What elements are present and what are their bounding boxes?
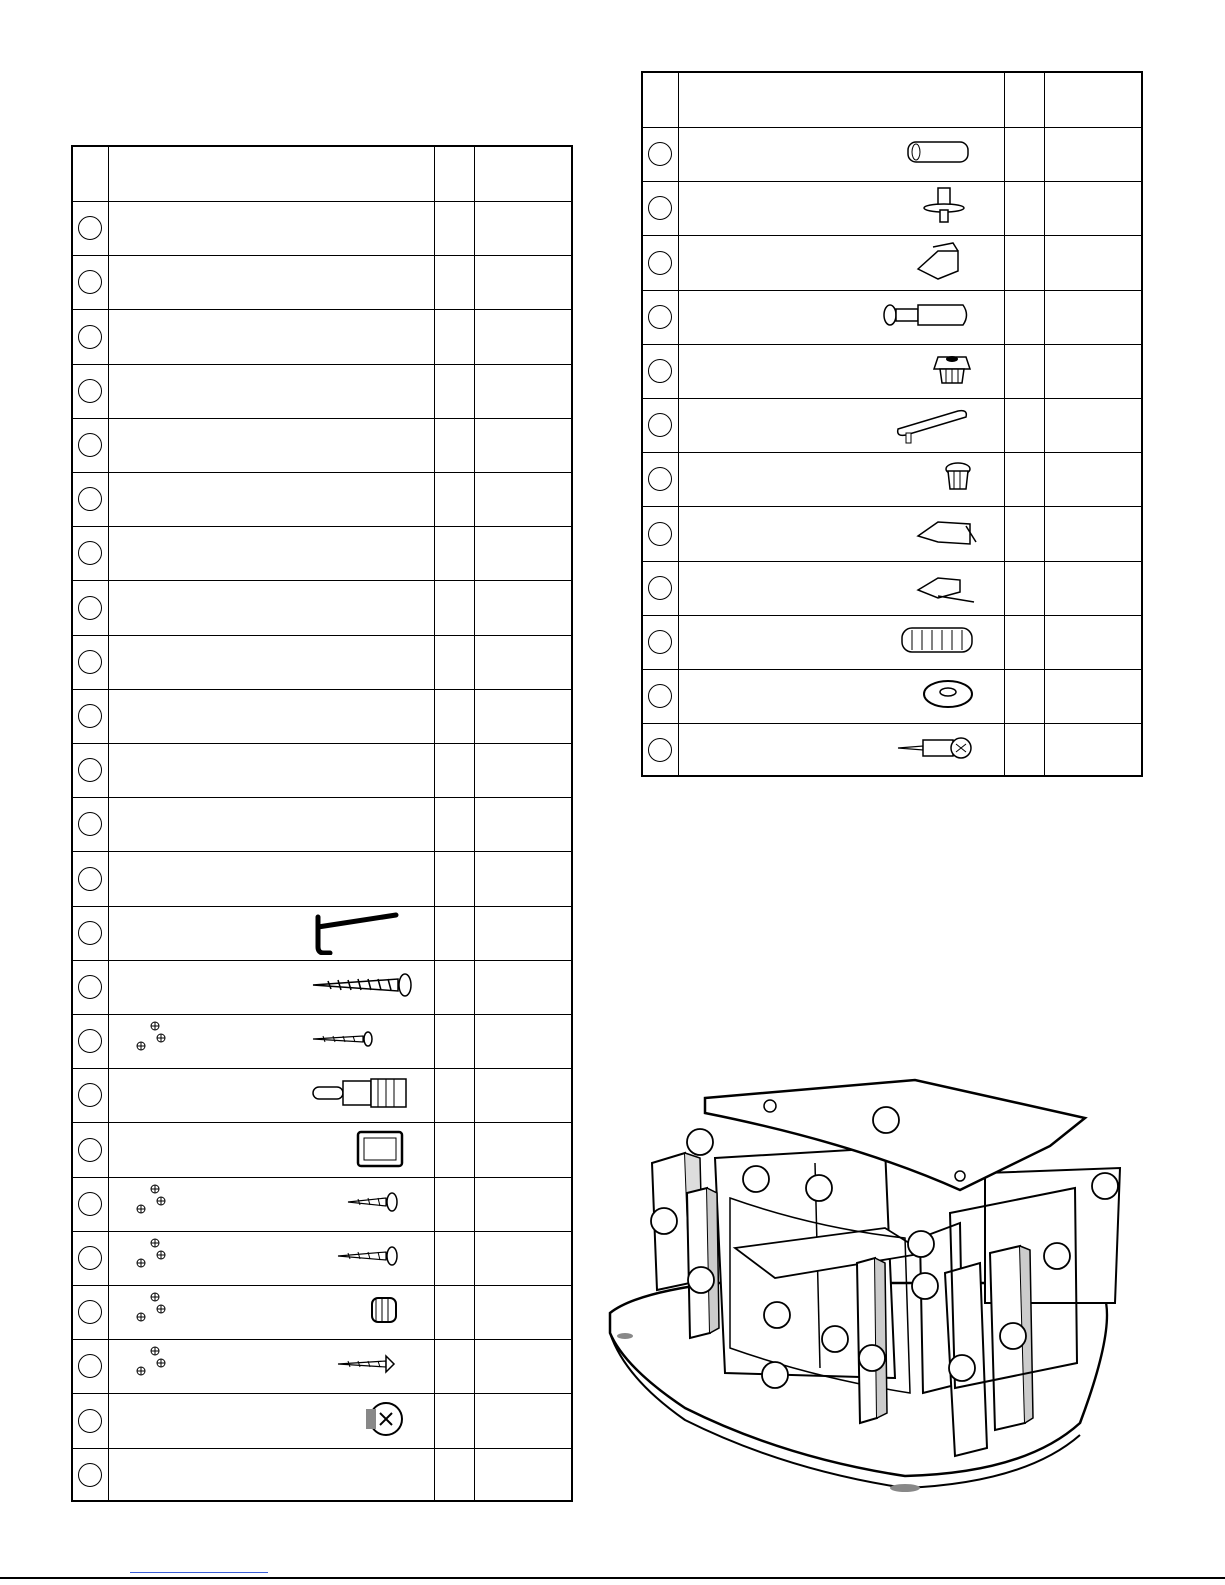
part-number-bubble (78, 433, 102, 457)
reference-marks-icon (133, 1290, 173, 1330)
part-number-bubble (78, 704, 102, 728)
cam-bolt-icon (308, 1073, 412, 1117)
wood-dowel-icon (878, 620, 982, 664)
bottom-rule (0, 1577, 1225, 1579)
part-number-bubble (78, 758, 102, 782)
short-screw-icon (308, 1182, 412, 1226)
part-number-bubble (78, 1246, 102, 1270)
part-number-bubble (648, 630, 672, 654)
glass-clip-icon (878, 566, 982, 610)
part-number-bubble (648, 738, 672, 762)
footer-link-underline (130, 1572, 268, 1573)
threaded-insert-icon (308, 1290, 412, 1334)
reference-marks-icon (133, 1344, 173, 1384)
part-number-bubble (78, 1138, 102, 1162)
hook-clip-icon (878, 512, 982, 556)
reference-marks-icon (133, 1236, 173, 1276)
flat-head-screw-icon (308, 1344, 412, 1388)
part-number-bubble (78, 325, 102, 349)
part-number-bubble (78, 1029, 102, 1053)
threaded-bolt-icon (878, 728, 982, 772)
part-number-bubble (78, 216, 102, 240)
plate-pin-icon (878, 403, 982, 447)
part-number-bubble (78, 867, 102, 891)
allen-key-icon (308, 911, 412, 955)
part-number-bubble (648, 305, 672, 329)
part-number-bubble (78, 379, 102, 403)
part-number-bubble (648, 684, 672, 708)
part-number-bubble (78, 812, 102, 836)
part-number-bubble (78, 1300, 102, 1324)
reference-marks-icon (133, 1019, 173, 1059)
medium-screw-icon (308, 1236, 412, 1280)
part-number-bubble (78, 541, 102, 565)
small-screw-icon (308, 1019, 412, 1063)
part-number-bubble (648, 196, 672, 220)
right-parts-table (641, 71, 1143, 777)
part-number-bubble (648, 467, 672, 491)
square-pad-icon (308, 1128, 412, 1172)
cam-lock-icon (308, 1399, 412, 1443)
glide-foot-icon (878, 349, 982, 393)
connector-bolt-icon (878, 295, 982, 339)
part-number-bubble (78, 1354, 102, 1378)
part-number-bubble (78, 1409, 102, 1433)
part-number-bubble (648, 576, 672, 600)
part-number-bubble (78, 975, 102, 999)
angle-bracket-icon (878, 241, 982, 285)
reference-marks-icon (133, 1182, 173, 1222)
dowel-tube-icon (878, 132, 982, 176)
long-wood-screw-icon (308, 965, 412, 1009)
part-number-bubble (78, 1192, 102, 1216)
shelf-pin-icon (878, 186, 982, 230)
part-number-bubble (648, 251, 672, 275)
part-number-bubble (78, 596, 102, 620)
part-number-bubble (78, 1083, 102, 1107)
assembly-diagram (605, 1078, 1145, 1498)
part-number-bubble (78, 1463, 102, 1487)
part-number-bubble (648, 522, 672, 546)
part-number-bubble (78, 650, 102, 674)
part-number-bubble (648, 413, 672, 437)
part-number-bubble (78, 921, 102, 945)
part-number-bubble (648, 359, 672, 383)
part-number-bubble (648, 142, 672, 166)
left-parts-table (71, 145, 573, 1502)
part-number-bubble (78, 270, 102, 294)
part-number-bubble (78, 487, 102, 511)
caster-insert-icon (878, 457, 982, 501)
washer-icon (878, 674, 982, 718)
